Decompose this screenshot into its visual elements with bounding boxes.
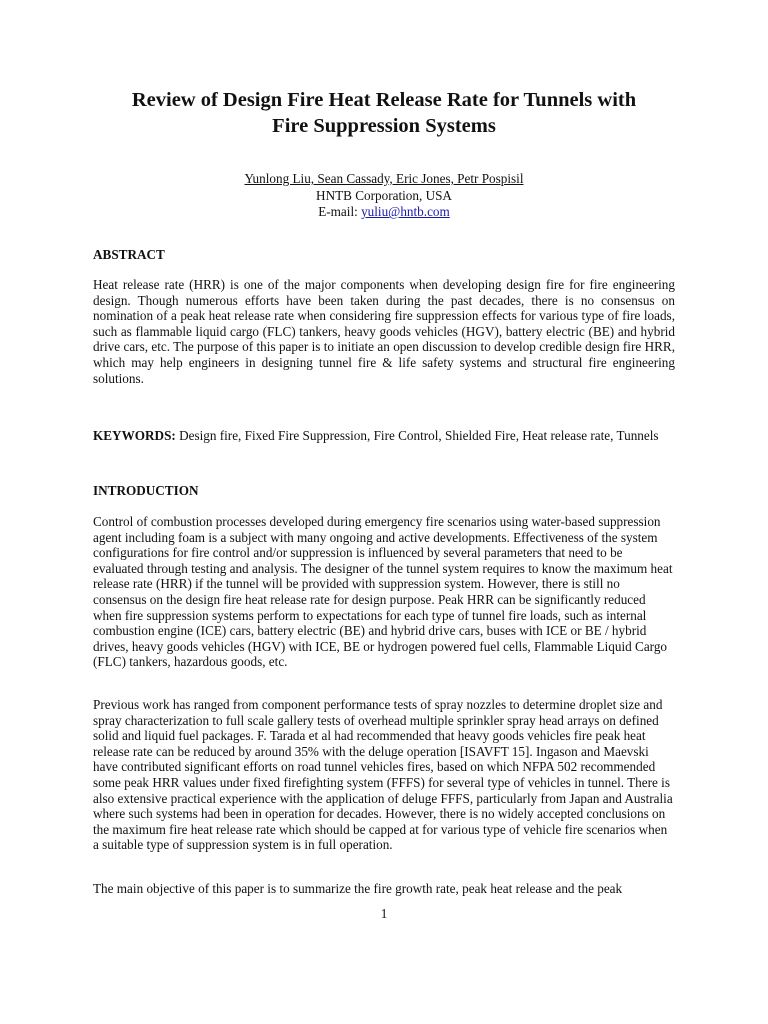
keywords-text: Design fire, Fixed Fire Suppression, Fire Control, Shielded Fire, Heat release rate, Tunnels — [175, 428, 659, 443]
intro-paragraph-3: The main objective of this paper is to summarize the fire growth rate, peak heat release and the peak — [93, 881, 623, 896]
email-line — [60, 204, 708, 221]
page-number: 1 — [380, 906, 388, 921]
abstract-heading: ABSTRACT — [93, 247, 165, 262]
introduction-heading: INTRODUCTION — [93, 483, 199, 498]
title-line-1: Review of Design Fire Heat Release Rate for Tunnels with — [131, 89, 637, 111]
intro-paragraph-1: Control of combustion processes developed during emergency fire scenarios using water-based suppression agent including foam is a subject with many ongoing and active developments. Effectiveness of the system configurations for fire control and/or suppression is influenced by several parameters that need to be evaluated through testing and analysis. The designer of the tunnel system requires to know the maximum heat release rate (HRR) if the tunnel will be provided with suppression system. However, there is still no consensus on the design fire heat release rate for design purpose. Peak HRR can be significantly reduced when fire suppression systems perform to expectations for each type of tunnel fire loads, such as internal combustion engine (ICE) cars, battery electric (BE) and hybrid drive cars, buses with ICE or BE / hybrid drives, heavy goods vehicles (HGV) with ICE, BE or hydrogen powered fuel cells, Flammable Liquid Cargo (FLC) tankers, hazardous goods, etc. — [93, 514, 673, 670]
affiliation: HNTB Corporation, USA — [316, 187, 452, 203]
author-list: Yunlong Liu, Sean Cassady, Eric Jones, Petr Pospisil — [244, 171, 524, 186]
email-label: E-mail: — [318, 204, 362, 219]
abstract-text: Heat release rate (HRR) is one of the major components when developing design fire for fire engineering design. Though numerous efforts have been taken during the past decades, there is no consensus on nomination of a peak heat release rate when considering fire suppression effects for various type of fire loads, such as flammable liquid cargo (FLC) tankers, heavy goods vehicles (HGV), battery electric (BE) and hybrid drive cars, etc. The purpose of this paper is to initiate an open discussion to develop credible design fire HRR, which may help engineers in designing tunnel fire & life safety systems and structural fire engineering solutions. — [93, 277, 675, 386]
keywords-label: KEYWORDS: — [93, 428, 176, 443]
paper-title — [60, 87, 708, 139]
keywords-paragraph — [93, 428, 675, 444]
email-link[interactable]: yuliu@hntb.com — [361, 204, 450, 219]
intro-paragraph-2: Previous work has ranged from component performance tests of spray nozzles to determine droplet size and spray characterization to full scale gallery tests of overhead multiple sprinkler spray head arrays on defined solid and liquid fuel packages. F. Tarada et al had recommended that heavy goods vehicles fire peak heat release rate can be reduced by around 35% with the deluge operation [ISAVFT 15]. Ingason and Maevski have contributed significant efforts on road tunnel vehicles fires, based on which NFPA 502 recommended some peak HRR values under fixed firefighting system (FFFS) for several type of vehicles in tunnel. There is also extensive practical experience with the application of deluge FFFS, particularly from Japan and Australia where such systems had been in operation for decades. However, there is no widely accepted conclusions on the maximum fire heat release rate which should be capped at for various type of vehicle fire scenarios when a suitable type of suppression system is in full operation. — [93, 697, 673, 853]
title-line-2: Fire Suppression Systems — [272, 115, 496, 137]
author-block — [60, 171, 708, 221]
